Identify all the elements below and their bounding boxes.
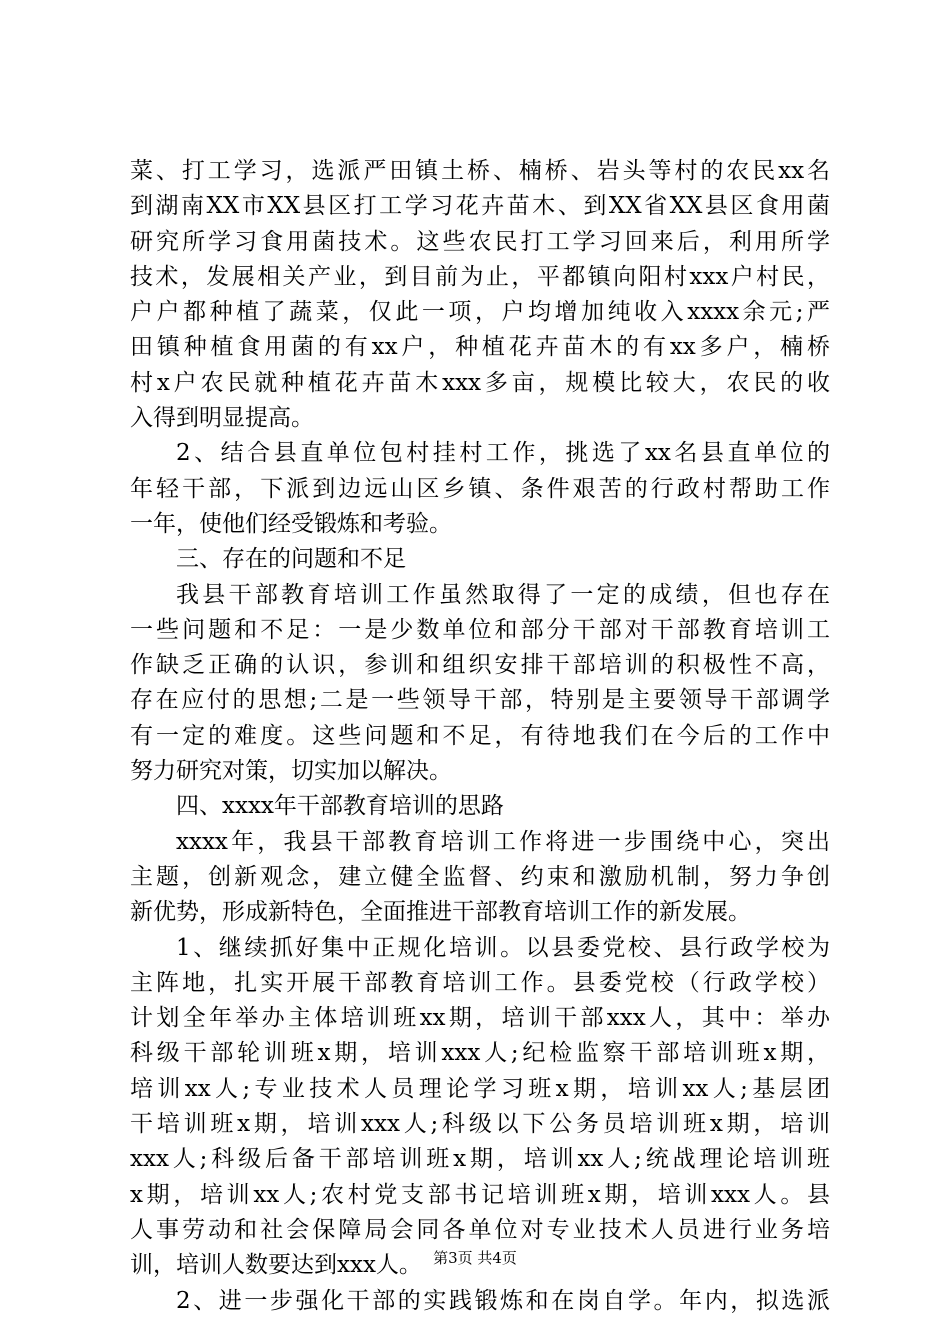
- text-line: 四、xxxx年干部教育培训的思路: [176, 793, 504, 820]
- text-line: 培训xx人;专业技术人员理论学习班x期，培训xx人;基层团: [130, 1075, 830, 1102]
- text-line: 研究所学习食用菌技术。这些农民打工学习回来后，利用所学: [130, 228, 830, 255]
- text-line: 1、继续抓好集中正规化培训。以县委党校、县行政学校为: [176, 934, 830, 961]
- text-line: 主题，创新观念，建立健全监督、约束和激励机制，努力争创: [130, 863, 830, 890]
- text-line: 菜、打工学习，选派严田镇土桥、楠桥、岩头等村的农民xx名: [130, 158, 830, 184]
- text-line: 干培训班x期，培训xxx人;科级以下公务员培训班x期，培训: [130, 1111, 830, 1138]
- text-line: 作缺乏正确的认识，参训和组织安排干部培训的积极性不高，: [130, 652, 830, 679]
- text-line: 存在应付的思想;二是一些领导干部，特别是主要领导干部调学: [130, 687, 830, 714]
- text-line: 我县干部教育培训工作虽然取得了一定的成绩，但也存在: [176, 581, 830, 608]
- text-line: 2、结合县直单位包村挂村工作，挑选了xx名县直单位的: [176, 440, 830, 467]
- text-line: 主阵地，扎实开展干部教育培训工作。县委党校（行政学校）: [130, 969, 830, 996]
- text-line: 户户都种植了蔬菜，仅此一项，户均增加纯收入xxxx余元;严: [130, 299, 830, 326]
- text-line: 一些问题和不足：一是少数单位和部分干部对干部教育培训工: [130, 616, 830, 643]
- text-line: xxx人;科级后备干部培训班x期，培训xx人;统战理论培训班: [130, 1146, 830, 1173]
- text-line: 2、进一步强化干部的实践锻炼和在岗自学。年内，拟选派: [176, 1287, 830, 1314]
- text-line: 新优势，形成新特色，全面推进干部教育培训工作的新发展。: [130, 899, 751, 926]
- text-line: 一年，使他们经受锻炼和考验。: [130, 510, 452, 537]
- text-line: 入得到明显提高。: [130, 405, 314, 432]
- text-line: 到湖南XX市XX县区打工学习花卉苗木、到XX省XX县区食用菌: [130, 193, 830, 220]
- page-footer: 第3页 共4页: [433, 1249, 517, 1267]
- text-line: 科级干部轮训班x期，培训xxx人;纪检监察干部培训班x期，: [130, 1040, 830, 1067]
- document-body: [130, 154, 830, 1319]
- text-line: x期，培训xx人;农村党支部书记培训班x期，培训xxx人。县: [130, 1181, 830, 1208]
- text-line: 田镇种植食用菌的有xx户，种植花卉苗木的有xx多户，楠桥: [130, 334, 830, 361]
- text-line: 训，培训人数要达到xxx人。: [130, 1252, 422, 1279]
- text-line: 努力研究对策，切实加以解决。: [130, 758, 452, 785]
- text-line: xxxx年，我县干部教育培训工作将进一步围绕中心，突出: [176, 828, 830, 855]
- text-line: 村x户农民就种植花卉苗木xxx多亩，规模比较大，农民的收: [130, 369, 830, 396]
- text-line: 有一定的难度。这些问题和不足，有待地我们在今后的工作中: [130, 722, 830, 749]
- text-line: 三、存在的问题和不足: [176, 546, 406, 573]
- text-line: 年轻干部，下派到边远山区乡镇、条件艰苦的行政村帮助工作: [130, 475, 830, 502]
- text-line: 人事劳动和社会保障局会同各单位对专业技术人员进行业务培: [130, 1216, 830, 1243]
- text-line: 计划全年举办主体培训班xx期，培训干部xxx人，其中：举办: [130, 1005, 830, 1032]
- text-line: 技术，发展相关产业，到目前为止，平都镇向阳村xxx户村民，: [130, 263, 830, 290]
